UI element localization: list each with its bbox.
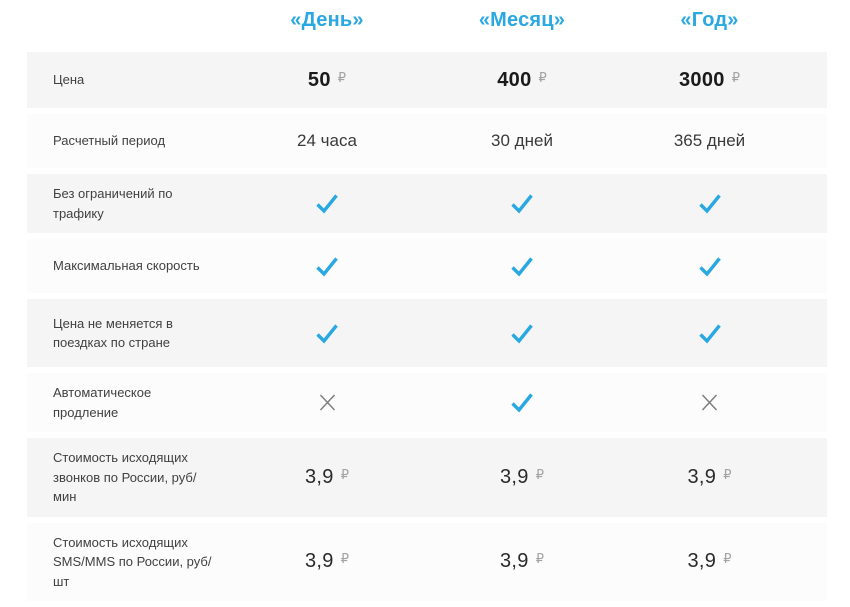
- price-value: [427, 550, 617, 573]
- price-number: 400: [497, 68, 532, 91]
- ruble-sign: ₽: [723, 467, 732, 483]
- row-label: Цена не меняется в поездках по стране: [53, 315, 173, 350]
- check-icon: [427, 322, 617, 345]
- ruble-sign: ₽: [337, 70, 347, 86]
- price-value: [617, 69, 802, 92]
- table-row: [27, 114, 827, 168]
- price-value: [617, 466, 802, 489]
- row-label: Стоимость исходящих SMS/MMS по России, руб/шт: [53, 534, 212, 589]
- price-value: [427, 466, 617, 489]
- row-label: Цена: [53, 72, 85, 88]
- period-text: 24 часа: [297, 131, 357, 150]
- price-number: 3,9: [687, 550, 717, 573]
- ruble-sign: ₽: [538, 70, 547, 86]
- ruble-sign: ₽: [731, 70, 740, 86]
- price-value: [227, 69, 427, 92]
- ruble-sign: ₽: [340, 552, 349, 568]
- price-number: 3,9: [305, 465, 334, 488]
- price-value: [427, 69, 617, 92]
- ruble-sign: ₽: [340, 467, 349, 483]
- column-header-year: «Год»: [680, 9, 739, 31]
- table-row: [27, 373, 827, 432]
- period-text: 30 дней: [491, 131, 553, 150]
- table-row: [27, 438, 827, 517]
- ruble-sign: ₽: [723, 552, 732, 568]
- price-number: 50: [307, 68, 331, 91]
- check-icon: [227, 255, 427, 278]
- cross-icon: [617, 393, 802, 412]
- row-label: Без ограничений по трафику: [53, 186, 173, 221]
- table-row: [27, 239, 827, 293]
- table-header-row: [27, 0, 827, 52]
- table-row: [27, 299, 827, 367]
- row-label: Максимальная скорость: [53, 258, 200, 274]
- price-number: 3,9: [687, 465, 717, 488]
- price-number: 3000: [679, 68, 725, 91]
- price-value: [227, 466, 427, 489]
- check-icon: [427, 192, 617, 215]
- header-spacer: [27, 6, 227, 9]
- row-label: Стоимость исходящих звонков по России, руб/мин: [53, 450, 197, 504]
- period-text: 365 дней: [673, 131, 746, 150]
- check-icon: [427, 391, 617, 414]
- period-value: [227, 131, 427, 151]
- price-number: 3,9: [305, 550, 334, 573]
- cross-icon: [227, 393, 427, 412]
- price-value: [227, 550, 427, 573]
- column-header-day: «День»: [290, 9, 364, 31]
- price-number: 3,9: [500, 550, 529, 573]
- period-value: [617, 131, 802, 151]
- ruble-sign: ₽: [535, 552, 544, 568]
- table-row: [27, 52, 827, 108]
- row-label: Автоматическое продление: [53, 385, 152, 420]
- check-icon: [227, 322, 427, 345]
- table-row: [27, 174, 827, 233]
- check-icon: [427, 255, 617, 278]
- column-header-month: «Месяц»: [478, 9, 566, 31]
- price-value: [617, 550, 802, 573]
- period-value: [427, 131, 617, 151]
- check-icon: [227, 192, 427, 215]
- table-row: [27, 523, 827, 602]
- check-icon: [617, 255, 802, 278]
- check-icon: [617, 322, 802, 345]
- check-icon: [617, 192, 802, 215]
- row-label: Расчетный период: [53, 133, 166, 149]
- tariff-comparison-table: [27, 0, 827, 607]
- ruble-sign: ₽: [535, 467, 544, 483]
- pricing-table-body: [27, 52, 827, 601]
- price-number: 3,9: [500, 465, 529, 488]
